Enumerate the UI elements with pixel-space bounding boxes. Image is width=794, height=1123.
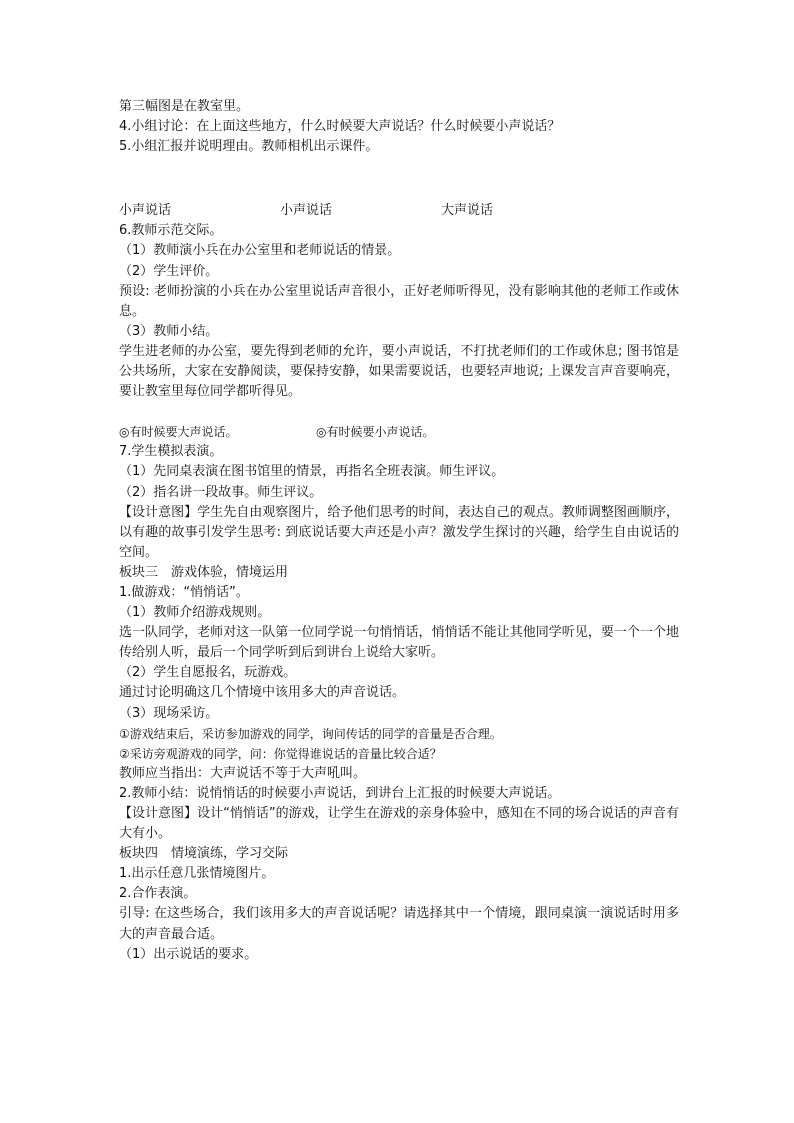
voice-labels-row xyxy=(119,201,679,221)
text-line: 4.小组讨论：在上面这些地方，什么时候要大声说话？什么时候要小声说话？ xyxy=(119,119,561,135)
text-line: （1）教师演小兵在办公室里和老师说话的情景。 xyxy=(119,243,401,259)
text-line: 1.做游戏：“悄悄话”。 xyxy=(119,584,249,600)
spacer xyxy=(119,179,679,201)
text-line: （2）指名讲一段故事。师生评议。 xyxy=(119,484,323,500)
text-line: （1）先同桌表演在图书馆里的情景，再指名全班表演。师生评议。 xyxy=(119,464,505,480)
text-line: 通过讨论明确这几个情境中该用多大的声音说话。 xyxy=(119,685,406,701)
bullet-item: ◎有时候要小声说话。 xyxy=(316,425,435,440)
paragraph: 【设计意图】学生先自由观察图片，给予他们思考的时间，表达自己的观点。教师调整图画顺序，以有趣的故事引发学生思考: 到底说话要大声还是小声？激发学生探讨的兴趣，给学生自由说话的空间。 xyxy=(119,504,679,560)
text-line: （1）出示说话的要求。 xyxy=(119,946,258,962)
text-line: 第三幅图是在教室里。 xyxy=(119,99,250,114)
text-line: （3）现场采访。 xyxy=(119,705,219,721)
text-line: ①游戏结束后，采访参加游戏的同学，询问传话的同学的音量是否合理。 xyxy=(119,726,502,741)
text-line: （2）学生评价。 xyxy=(119,263,219,279)
text-line: 教师应当指出：大声说话不等于大声吼叫。 xyxy=(119,765,367,781)
text-line: 5.小组汇报并说明理由。教师相机出示课件。 xyxy=(119,139,379,155)
bullet-row xyxy=(119,422,679,442)
paragraph: 【设计意图】设计“悄悄话”的游戏，让学生在游戏的亲身体验中，感知在不同的场合说话的声音有大有小。 xyxy=(119,806,679,842)
text-line: ②采访旁观游戏的同学，问：你觉得谁说话的音量比较合适？ xyxy=(119,746,442,761)
paragraph: 引导: 在这些场合，我们该用多大的声音说话呢？请选择其中一个情境，跟同桌演一演说话时用多大的声音最合适。 xyxy=(119,906,679,942)
text-line: （2）学生自愿报名，玩游戏。 xyxy=(119,665,297,681)
paragraph: 学生进老师的办公室，要先得到老师的允许，要小声说话，不打扰老师们的工作或休息; 图书馆是公共场所，大家在安静阅读，要保持安静，如果需要说话，也要轻声地说; 上课发言声音要响亮，要让教室里每位同学都听得见。 xyxy=(119,343,679,400)
text-line: 7.学生模拟表演。 xyxy=(119,444,223,460)
text-line: 1.出示任意几张情境图片。 xyxy=(119,866,275,882)
paragraph: 预设: 老师扮演的小兵在办公室里说话声音很小，正好老师听得见，没有影响其他的老师工作或休息。 xyxy=(119,283,679,319)
spacer xyxy=(119,157,679,179)
spacer xyxy=(119,402,679,422)
text-line: （1）教师介绍游戏规则。 xyxy=(119,605,271,621)
voice-label-loud: 大声说话 xyxy=(441,203,494,219)
bullet-item: ◎有时候要大声说话。 xyxy=(119,425,238,440)
document-page xyxy=(119,97,679,965)
text-line: 6.教师示范交际。 xyxy=(119,223,223,239)
text-line: （3）教师小结。 xyxy=(119,323,219,339)
voice-label-soft: 小声说话 xyxy=(119,203,172,219)
section-heading: 板块三 游戏体验，情境运用 xyxy=(119,564,289,580)
paragraph: 选一队同学，老师对这一队第一位同学说一句悄悄话，悄悄话不能让其他同学听见，要一个一个地传给别人听，最后一个同学听到后到讲台上说给大家听。 xyxy=(119,625,679,661)
text-line: 2.合作表演。 xyxy=(119,886,197,902)
text-line: 2.教师小结：说悄悄话的时候要小声说话，到讲台上汇报的时候要大声说话。 xyxy=(119,785,561,801)
section-heading: 板块四 情境演练，学习交际 xyxy=(119,846,289,862)
voice-label-soft: 小声说话 xyxy=(280,203,333,219)
